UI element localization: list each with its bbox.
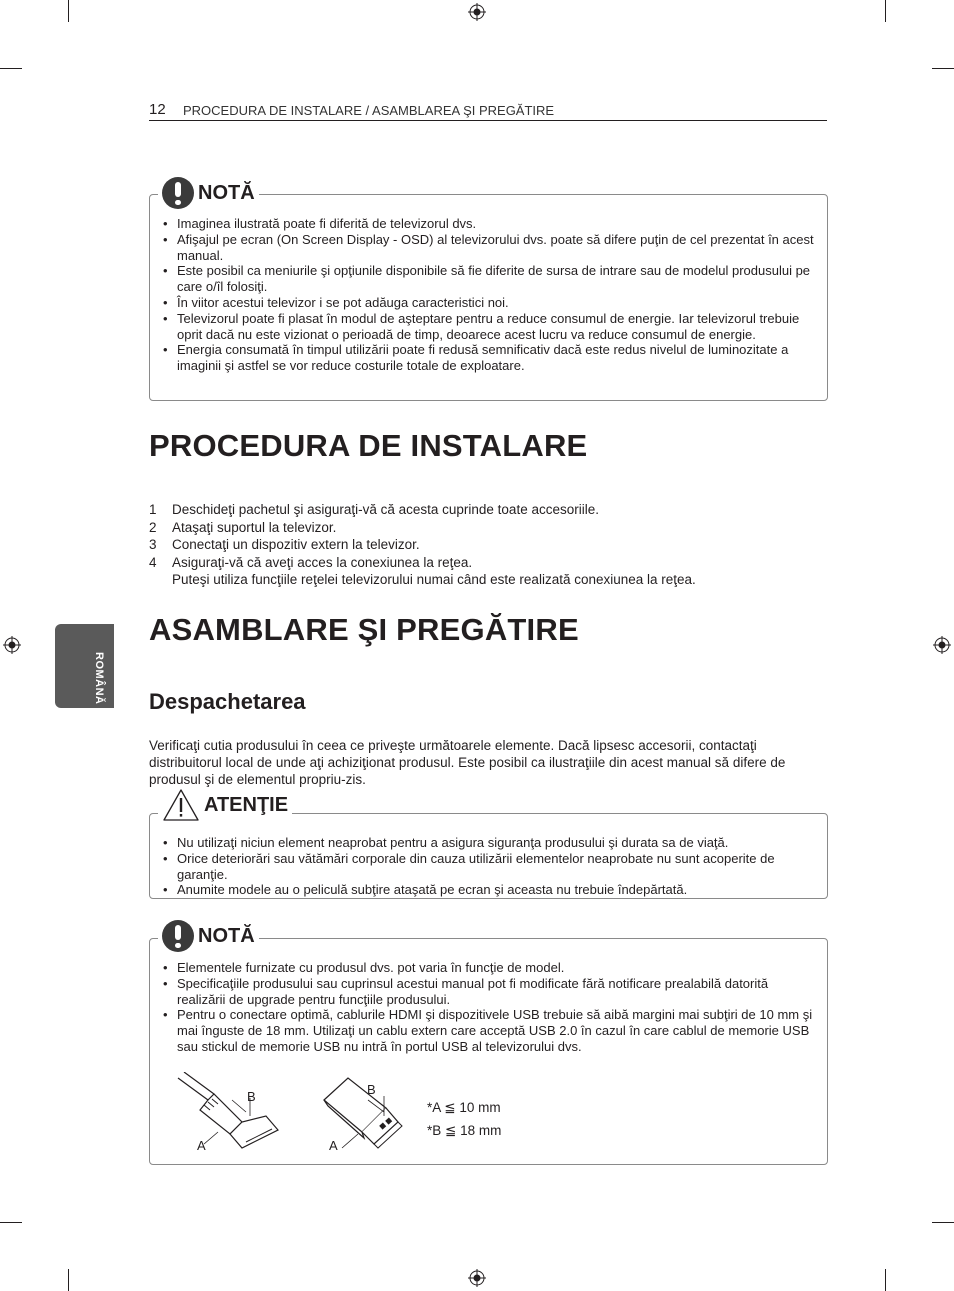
warning-triangle-icon [162, 788, 200, 822]
caution-list [163, 835, 815, 898]
registration-mark-icon [468, 3, 486, 21]
list-item: • Imaginea ilustrată poate fi diferită de televizorul dvs. [163, 216, 815, 232]
dimension-label-b: B [367, 1082, 376, 1097]
step-text: Asiguraţi-vă că aveţi acces la conexiunea la reţea. [172, 554, 473, 570]
list-item: • Energia consumată în timpul utilizării poate fi redusă semnificativ dacă este redus nivelul de luminozitate a imaginii şi astfel se vor reduce costurile totale de exploatare. [163, 342, 815, 374]
subsection-title: Despachetarea [149, 689, 306, 714]
list-item: • Este posibil ca meniurile şi opţiunile disponibile să fie diferite de sursa de intrare sau de modelul produsului pe care o/îl folosiţi. [163, 263, 815, 295]
language-tab [55, 624, 114, 708]
step-item [149, 501, 829, 519]
dimension-spec-a: *A ≦ 10 mm [427, 1100, 501, 1115]
caution-label: ATENŢIE [204, 793, 289, 816]
step-number: 3 [149, 537, 157, 552]
note-label: NOTĂ [198, 924, 255, 947]
exclamation-circle-icon [162, 920, 194, 952]
list-item: • Pentru o conectare optimă, cablurile HDMI şi dispozitivele USB trebuie să aibă margini mai subţiri de 10 mm şi mai înguste de 18 mm. Utilizaţi un cablu extern care acceptă USB 2.0 în cazul în care cablul de memorie USB sau stickul de memorie USB nu intră în portul USB al televizorului dvs. [163, 1007, 815, 1054]
note-heading [158, 920, 259, 952]
list-item: • Televizorul poate fi plasat în modul de aşteptare pentru a reduce consumul de energie. Iar televizorul trebuie oprit dacă nu este vizionat o perioadă de timp, deoarece acest lucru va reduce consumul de energie. [163, 311, 815, 343]
crop-mark [68, 1269, 69, 1291]
hdmi-connector-illustration [170, 1072, 290, 1160]
step-item [149, 519, 829, 537]
section-title: PROCEDURA DE INSTALARE [149, 428, 588, 463]
intro-paragraph: Verificaţi cutia produsului în ceea ce priveşte următoarele elemente. Dacă lipsesc accesorii, contactaţi distribuitorul local de unde aţi achiziţionat produsul. Este posibil ca ilustraţiile din acest manual să difere de produsul şi de elementul propriu-zis. [149, 738, 786, 787]
list-item: • Elementele furnizate cu produsul dvs. pot varia în funcţie de model. [163, 960, 815, 976]
crop-mark [885, 1269, 886, 1291]
list-item: • Orice deteriorări sau vătămări corporale din cauza utilizării elementelor neaprobate nu sunt acoperite de garanţie. [163, 851, 815, 883]
language-tab-label: ROMÂNĂ [93, 652, 105, 705]
note-list [163, 960, 815, 1055]
list-item: • Anumite modele au o peliculă subţire ataşată pe ecran şi aceasta nu trebuie îndepărtată. [163, 882, 815, 898]
step-item [149, 554, 829, 572]
dimension-label-a: A [197, 1138, 206, 1153]
dimension-label-a: A [329, 1138, 338, 1153]
crop-mark [68, 0, 69, 22]
section-title: ASAMBLARE ŞI PREGĂTIRE [149, 612, 579, 647]
list-item: • În viitor acestui televizor i se pot adăuga caracteristici noi. [163, 295, 815, 311]
crop-mark [932, 68, 954, 69]
registration-mark-icon [3, 636, 21, 654]
step-text: Deschideţi pachetul şi asiguraţi-vă că acesta cuprinde toate accesoriile. [172, 502, 599, 517]
caution-heading [158, 788, 292, 822]
crop-mark [0, 68, 22, 69]
crop-mark [885, 0, 886, 22]
step-number: 4 [149, 554, 157, 570]
note-heading [158, 177, 259, 209]
step-item [149, 536, 829, 554]
note-box [149, 194, 828, 401]
dimension-label-b: B [247, 1089, 256, 1104]
running-header: PROCEDURA DE INSTALARE / ASAMBLAREA ŞI PREGĂTIRE [183, 103, 555, 118]
step-number: 1 [149, 502, 157, 517]
crop-mark [0, 1222, 22, 1223]
note-label: NOTĂ [198, 181, 255, 204]
header-divider [149, 120, 827, 121]
dimension-spec-b: *B ≦ 18 mm [427, 1123, 502, 1138]
step-text: Conectaţi un dispozitiv extern la televizor. [172, 537, 420, 552]
exclamation-circle-icon [162, 177, 194, 209]
note-list [163, 216, 815, 374]
page-number: 12 [149, 101, 166, 118]
step-number: 2 [149, 519, 157, 535]
registration-mark-icon [468, 1269, 486, 1287]
install-steps [149, 501, 829, 589]
list-item: • Specificaţiile produsului sau cuprinsul acestui manual pot fi modificate fără notificare prealabilă datorită realizării de upgrade pentru funcţiile produsului. [163, 976, 815, 1008]
caution-box [149, 813, 828, 899]
list-item: • Nu utilizaţi niciun element neaprobat pentru a asigura siguranţa produsului şi durata sa de viaţă. [163, 835, 815, 851]
step-continuation: Puteşi utiliza funcţiile reţelei televizorului numai când este realizată conexiunea la reţea. [172, 572, 696, 587]
crop-mark [932, 1222, 954, 1223]
list-item: • Afişajul pe ecran (On Screen Display - OSD) al televizorului dvs. poate să difere puţin de cel prezentat în acest manual. [163, 232, 815, 264]
registration-mark-icon [933, 636, 951, 654]
step-text: Ataşaţi suportul la televizor. [172, 519, 337, 535]
